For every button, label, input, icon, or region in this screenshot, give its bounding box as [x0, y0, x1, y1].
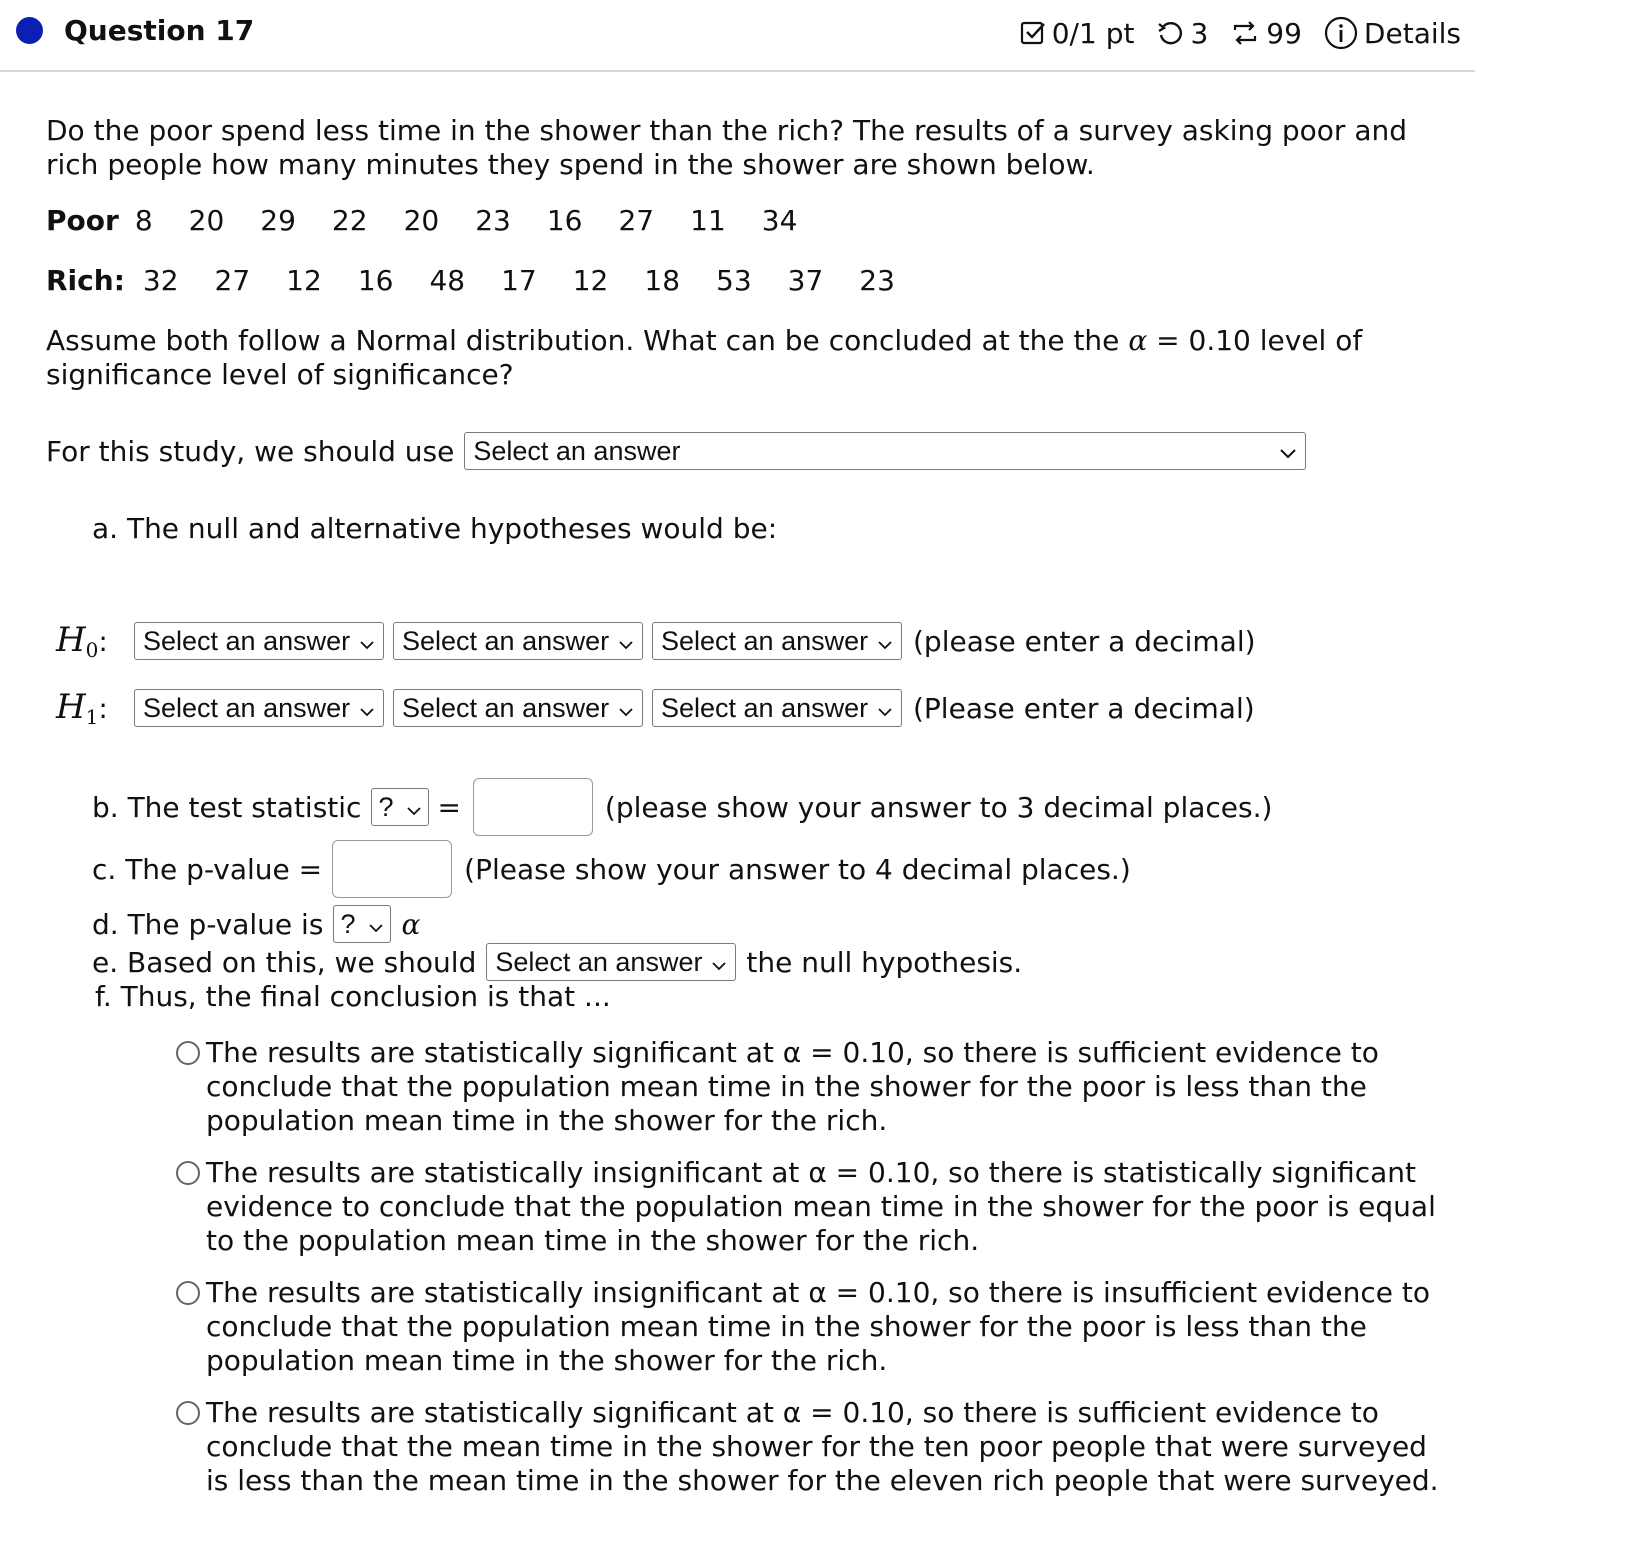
- test-statistic-type-select[interactable]: ?: [371, 788, 429, 826]
- rich-value: 53: [716, 264, 752, 297]
- rich-label: Rich:: [46, 264, 125, 297]
- question-intro: Do the poor spend less time in the shower than the rich? The results of a survey asking poor and rich people how many minutes they spend in the shower are shown below.: [46, 114, 1408, 181]
- part-d-label: d. The p-value is: [92, 907, 324, 941]
- assumption-after: = 0.10 level of significance level of significance?: [46, 324, 1363, 391]
- rich-value: 37: [787, 264, 824, 297]
- rich-value: 18: [644, 264, 681, 297]
- conclusion-option-text: The results are statistically insignificant at α = 0.10, so there is statistically significant evidence to conclude that the population mean time in the shower for the poor is equal to the population mean time in the shower for the rich.: [206, 1156, 1436, 1257]
- h1-label: $H_1$:: [56, 687, 108, 729]
- part-c-label: c. The p-value =: [92, 852, 323, 886]
- question-title: Question 17: [64, 14, 255, 47]
- rich-data-row: [46, 264, 931, 297]
- h1-row: [56, 687, 1255, 729]
- rich-value: 12: [572, 264, 609, 297]
- attempts-icon: [1230, 19, 1260, 47]
- chevron-down-icon: [877, 707, 893, 717]
- assumption-text: [46, 324, 1466, 392]
- p-value-input[interactable]: [332, 840, 452, 898]
- rich-value: 17: [501, 264, 537, 297]
- chevron-down-icon: [359, 707, 375, 717]
- part-e-label: e. Based on this, we should: [92, 945, 477, 979]
- rich-value: 23: [859, 264, 895, 297]
- p-value-comparison-select[interactable]: ?: [333, 905, 391, 943]
- part-e-row: [92, 943, 1022, 981]
- poor-value: 11: [690, 204, 726, 237]
- h1-value-select[interactable]: Select an answer: [652, 689, 902, 727]
- study-select-value: Select an answer: [473, 435, 681, 466]
- alpha-symbol: α: [1128, 324, 1148, 357]
- poor-label: Poor: [46, 204, 119, 237]
- equals-sign: =: [437, 790, 461, 824]
- attempts-count: 99: [1266, 16, 1302, 50]
- retry-icon: [1156, 19, 1184, 47]
- poor-value: 23: [475, 204, 511, 237]
- study-row: [46, 432, 1306, 470]
- h0-label: $H_0$:: [56, 620, 108, 662]
- study-type-select[interactable]: [464, 432, 1306, 470]
- chevron-down-icon: [877, 640, 893, 650]
- poor-value: 22: [331, 204, 368, 237]
- conclusion-option-text: The results are statistically insignificant at α = 0.10, so there is insufficient evidence to conclude that the population mean time in the shower for the poor is less than the population mean time in the shower for the rich.: [206, 1276, 1430, 1377]
- part-c-row: [92, 840, 1131, 898]
- checkbox-score-icon: [1020, 20, 1046, 46]
- test-statistic-input[interactable]: [473, 778, 593, 836]
- part-a-label: a. The null and alternative hypotheses would be:: [92, 512, 778, 545]
- chevron-down-icon: [618, 640, 634, 650]
- rich-value: 48: [429, 264, 466, 297]
- poor-value: 34: [761, 204, 798, 237]
- part-c-note: (Please show your answer to 4 decimal places.): [464, 852, 1131, 886]
- conclusion-option[interactable]: [176, 1156, 1446, 1258]
- radio-button[interactable]: [176, 1401, 200, 1425]
- poor-values: [135, 204, 834, 237]
- h1-operator-select[interactable]: Select an answer: [393, 689, 643, 727]
- chevron-down-icon: [368, 923, 384, 933]
- chevron-down-icon: [711, 961, 727, 971]
- conclusion-option[interactable]: [176, 1396, 1446, 1498]
- question-status-dot: [16, 17, 43, 44]
- radio-button[interactable]: [176, 1041, 200, 1065]
- conclusion-option[interactable]: [176, 1276, 1446, 1378]
- part-b-row: [92, 778, 1272, 836]
- points-text: 0/1 pt: [1051, 16, 1135, 50]
- conclusion-option-text: The results are statistically significant at α = 0.10, so there is sufficient evidence to conclude that the population mean time in the shower for the poor is less than the population mean time in the shower for the rich.: [206, 1036, 1379, 1137]
- rich-values: [143, 264, 931, 297]
- info-icon[interactable]: [1324, 16, 1358, 50]
- radio-button[interactable]: [176, 1281, 200, 1305]
- poor-value: 27: [618, 204, 655, 237]
- poor-value: 16: [546, 204, 583, 237]
- rich-value: 32: [142, 264, 179, 297]
- h0-value-select[interactable]: Select an answer: [652, 622, 902, 660]
- poor-value: 20: [403, 204, 440, 237]
- h0-note: (please enter a decimal): [913, 624, 1256, 658]
- retries-count: 3: [1190, 16, 1209, 50]
- decision-select[interactable]: Select an answer: [486, 943, 736, 981]
- poor-value: 20: [188, 204, 225, 237]
- rich-value: 16: [357, 264, 394, 297]
- h0-row: [56, 620, 1256, 662]
- part-d-row: [92, 905, 420, 943]
- h0-operator-select[interactable]: Select an answer: [393, 622, 643, 660]
- rich-value: 12: [286, 264, 322, 297]
- chevron-down-icon: [618, 707, 634, 717]
- assumption-before: Assume both follow a Normal distribution. What can be concluded at the the: [46, 324, 1120, 357]
- radio-button[interactable]: [176, 1161, 200, 1185]
- poor-value: 8: [134, 204, 153, 237]
- chevron-down-icon: [1279, 436, 1297, 467]
- poor-value: 29: [260, 204, 296, 237]
- h0-parameter-select[interactable]: Select an answer: [134, 622, 384, 660]
- part-f-label: f. Thus, the final conclusion is that ...: [95, 980, 611, 1013]
- study-label: For this study, we should use: [46, 434, 455, 468]
- chevron-down-icon: [359, 640, 375, 650]
- h1-parameter-select[interactable]: Select an answer: [134, 689, 384, 727]
- poor-data-row: [46, 204, 833, 237]
- chevron-down-icon: [406, 806, 422, 816]
- details-link[interactable]: Details: [1363, 16, 1461, 50]
- part-b-label: b. The test statistic: [92, 790, 362, 824]
- question-meta: [1020, 16, 1461, 50]
- conclusion-option[interactable]: [176, 1036, 1446, 1138]
- rich-value: 27: [214, 264, 251, 297]
- part-e-after: the null hypothesis.: [746, 945, 1023, 979]
- part-b-note: (please show your answer to 3 decimal places.): [604, 790, 1273, 824]
- alpha-symbol: α: [401, 907, 421, 941]
- h1-note: (Please enter a decimal): [913, 691, 1255, 725]
- question-header: [0, 0, 1475, 72]
- conclusion-option-text: The results are statistically significant at α = 0.10, so there is sufficient evidence to conclude that the mean time in the shower for the ten poor people that were surveyed is less than the mean time in the shower for the eleven rich people that were surveyed.: [206, 1396, 1439, 1497]
